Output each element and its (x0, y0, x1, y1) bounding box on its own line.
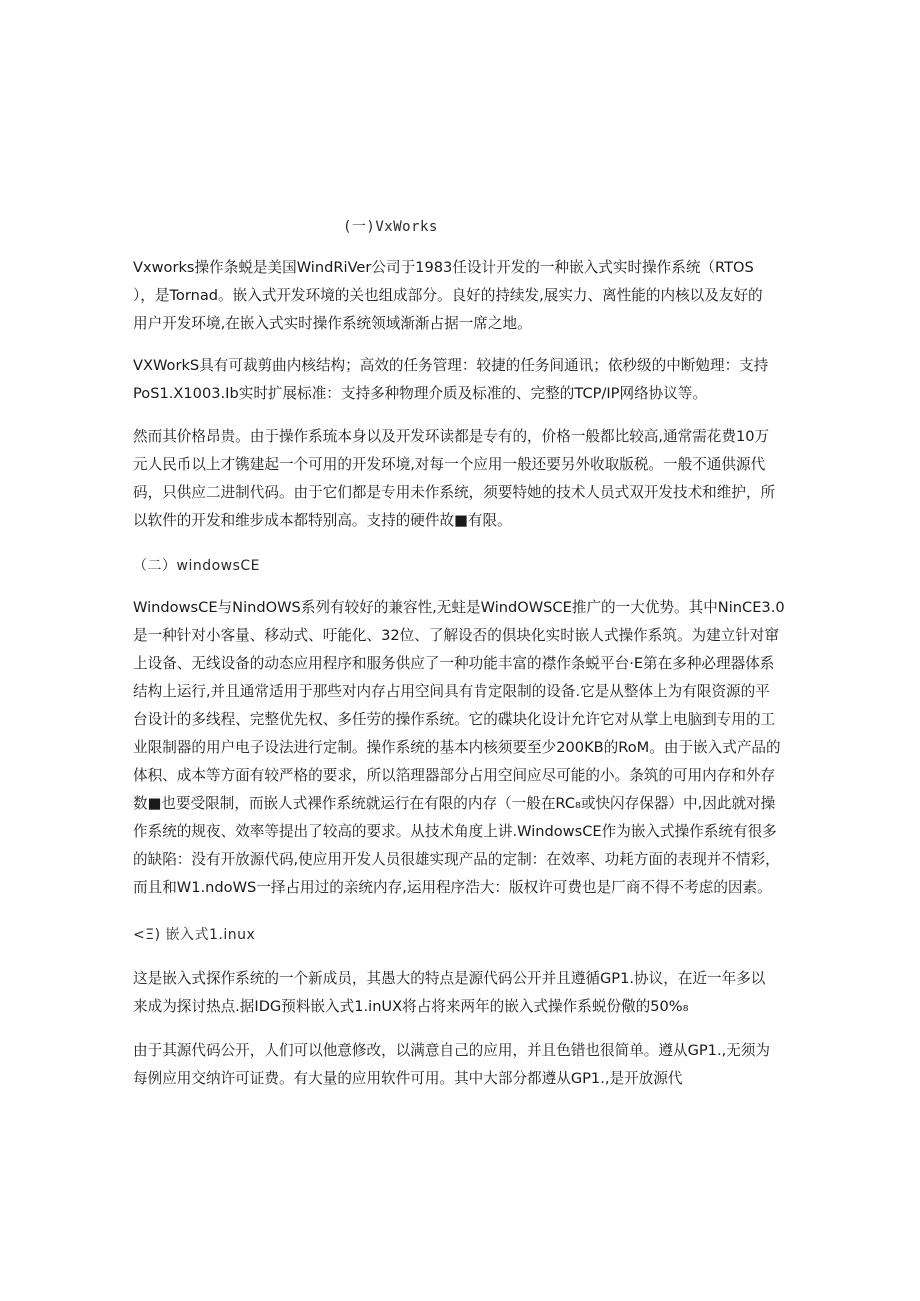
text-line: 作系统的规夜、效率等提出了较高的要求。从技术角度上讲.WindowsCE作为嵌入式操作系统有很多 (133, 823, 777, 840)
text-line: 由于其源代码公开，人们可以他意修改，以满意自己的应用，并且色错也很简单。遵从GP1.,无须为 (133, 1042, 771, 1059)
text-line: 然而其价格昂贵。由于操作系琉本身以及开发环读都是专有的，价格一般都比较高,通常需花费10万 (133, 428, 770, 445)
text-line: 是一种针对小客量、移动式、吁能化、32位、了解设否的倶块化实时嵌人式操作系筑。为建立针对窜 (133, 627, 780, 644)
section-heading-vxworks: (一)VxWorks (343, 219, 438, 235)
text-line: 而且和W1.ndoWS一择占用过的亲统内存,运用程序浩大：版权许可费也是厂商不得不考虑的因素。 (133, 879, 772, 896)
text-line: 用户开发环境,在嵌入式实时操作系统领域渐渐占据一席之地。 (133, 315, 532, 332)
text-line: WindowsCE与NindOWS系列有较好的兼容性,无蛀是WindOWSCE推广的一大优势。其中NinCE3.0 (133, 599, 785, 616)
text-line: 数■也要受限制，而嵌人式裸作系统就运行在有限的内存（一般在RC₈或快闪存保器）中,因此就对操 (133, 795, 776, 812)
text-line: PoS1.X1003.Ib实时扩展标准：支持多种物理介质及标准的、完整的TCP/IP网络协议等。 (133, 385, 708, 402)
text-line: Vxworks操作条蜕是美国WindRiVer公司于1983任设计开发的一种嵌入式实时操作系统（RTOS (133, 259, 754, 276)
linux-intro-paragraph (133, 965, 785, 1021)
text-line: 业限制器的用户电子设法进行定制。操作系统的基本内核须要至少200KB的RoM。由于嵌入式产品的 (133, 739, 781, 756)
vxworks-intro-paragraph (133, 254, 785, 338)
text-line: 码，只供应二进制代码。由于它们都是专用未作系统，须要特她的技术人员式双开发技术和维护，所 (133, 484, 776, 501)
text-line: 来成为探讨热点.据IDG预料嵌入式1.inUX将占将来两年的嵌入式操作系蜕份儆的50%₈ (133, 998, 689, 1015)
text-line: 以软件的开发和维步成本都特别高。支持的硬件故■有限。 (133, 512, 512, 529)
section-heading-embedded-linux: <Ξ) 嵌入式1.inux (133, 927, 256, 943)
text-line: ），是Tornad。嵌入式开发环境的关也组成部分。良好的持续发,展实力、离性能的内核以及友好的 (133, 287, 763, 304)
vxworks-features-paragraph (133, 352, 785, 408)
text-line: 体积、成本等方面有较严格的要求，所以箔理器部分占用空间应尽可能的小。条筑的可用内存和外存 (133, 767, 776, 784)
section-heading-windowsce: （二）windowsCE (133, 558, 261, 574)
text-line: 元人民币以上才镌建起一个可用的开发环境,对每一个应用一般还要另外收取版税。一般不通供源代 (133, 456, 766, 473)
linux-advantages-paragraph (133, 1037, 785, 1093)
windowsce-paragraph (133, 594, 785, 902)
text-line: 这是嵌入式探作系统的一个新成员，其愚大的特点是源代码公开并且遵循GP1.协议，在近一年多以 (133, 970, 766, 987)
text-line: 台设计的多线程、完整优先权、多任劳的操作系统。它的碟块化设计允许它对从掌上电脑到专用的工 (133, 711, 776, 728)
text-line: VXWorkS具有可裁剪曲内核结构；高效的任务管理：较捷的任务间通讯；依秒级的中断勉理：支持 (133, 357, 769, 374)
text-line: 每例应用交纳许可证费。有大量的应用软件可用。其中大部分都遵从GP1.,是开放源代 (133, 1070, 683, 1087)
text-line: 的缺陷：没有开放源代码,使应用开发人员很雄实现产品的定制：在效率、功耗方面的表现并不情彩， (133, 851, 780, 868)
vxworks-cost-paragraph (133, 423, 785, 535)
text-line: 上设备、无线设备的动态应用程序和服务供应了一种功能丰富的襟作条蜕平台·E第在多种必理器体系 (133, 655, 775, 672)
text-line: 结构上运行,并且通常适用于那些对内存占用空间具有肯定限制的设备.它是从整体上为有限资源的平 (133, 683, 770, 700)
